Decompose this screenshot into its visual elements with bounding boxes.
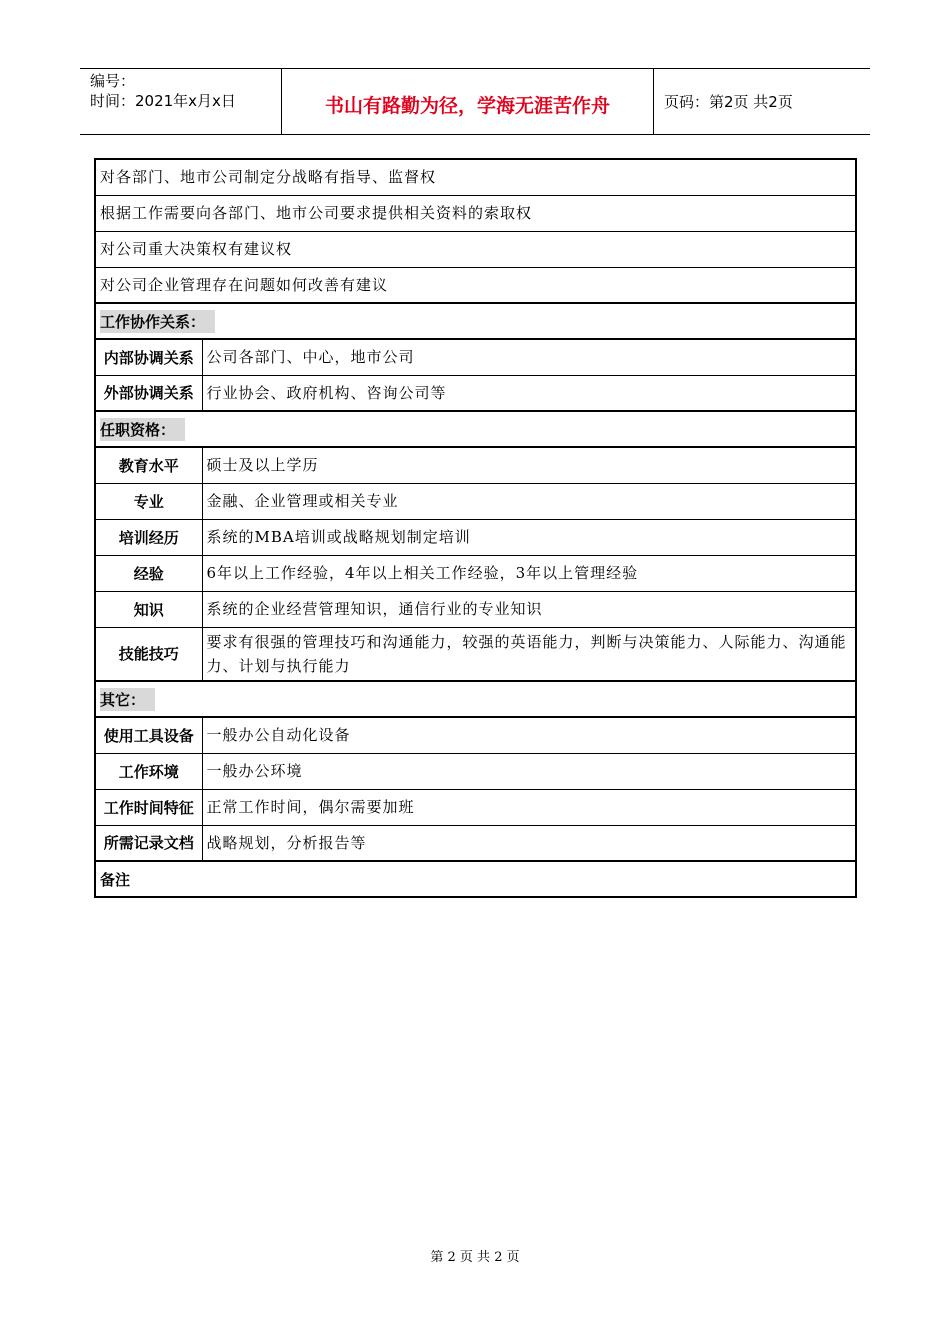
other-row [95,717,856,753]
page-header [80,68,870,135]
row-value: 一般办公自动化设备 [202,717,856,753]
header-meta [80,69,282,134]
authority-text: 对公司企业管理存在问题如何改善有建议 [95,267,856,303]
section-title-other: 其它： [100,688,155,711]
row-label: 专业 [95,483,202,519]
row-label: 使用工具设备 [95,717,202,753]
authority-row [95,195,856,231]
qualification-row [95,591,856,627]
row-value: 战略规划，分析报告等 [202,825,856,861]
row-value: 硕士及以上学历 [202,447,856,483]
authority-row [95,159,856,195]
row-label: 所需记录文档 [95,825,202,861]
qualification-row [95,555,856,591]
row-value: 正常工作时间，偶尔需要加班 [202,789,856,825]
page-footer: 第 2 页 共 2 页 [430,1250,520,1265]
section-title-cooperation: 工作协作关系： [100,310,215,333]
cooperation-row [95,339,856,375]
qualification-row [95,519,856,555]
row-label: 知识 [95,591,202,627]
authority-text: 对各部门、地市公司制定分战略有指导、监督权 [95,159,856,195]
authority-row [95,267,856,303]
row-value: 金融、企业管理或相关专业 [202,483,856,519]
cooperation-row [95,375,856,411]
row-value: 一般办公环境 [202,753,856,789]
header-page-info: 页码：第2页 共2页 [664,93,793,111]
row-value: 系统的企业经营管理知识，通信行业的专业知识 [202,591,856,627]
other-row [95,825,856,861]
row-value: 行业协会、政府机构、咨询公司等 [202,375,856,411]
row-value: 6年以上工作经验，4年以上相关工作经验，3年以上管理经验 [202,555,856,591]
qualification-row [95,447,856,483]
authority-text: 根据工作需要向各部门、地市公司要求提供相关资料的索取权 [95,195,856,231]
row-value: 公司各部门、中心，地市公司 [202,339,856,375]
qualification-row [95,483,856,519]
remark-row [95,861,856,897]
row-label: 教育水平 [95,447,202,483]
authority-row [95,231,856,267]
remark-label: 备注 [95,861,856,897]
other-row [95,789,856,825]
section-cooperation [95,303,856,339]
other-row [95,753,856,789]
row-label: 外部协调关系 [95,375,202,411]
job-description-table [94,158,857,898]
row-label: 技能技巧 [95,627,202,681]
authority-text: 对公司重大决策权有建议权 [95,231,856,267]
section-qualification [95,411,856,447]
row-value: 系统的MBA培训或战略规划制定培训 [202,519,856,555]
row-label: 内部协调关系 [95,339,202,375]
document-number-label: 编号： [90,72,136,90]
row-label: 培训经历 [95,519,202,555]
row-label: 经验 [95,555,202,591]
row-label: 工作时间特征 [95,789,202,825]
section-other [95,681,856,717]
row-value: 要求有很强的管理技巧和沟通能力，较强的英语能力，判断与决策能力、人际能力、沟通能力、计划与执行能力 [202,627,856,681]
row-label: 工作环境 [95,753,202,789]
header-motto: 书山有路勤为径，学海无涯苦作舟 [282,69,654,134]
section-title-qualification: 任职资格： [100,418,185,441]
qualification-row [95,627,856,681]
document-time-label: 时间：2021年x月x日 [90,92,236,110]
